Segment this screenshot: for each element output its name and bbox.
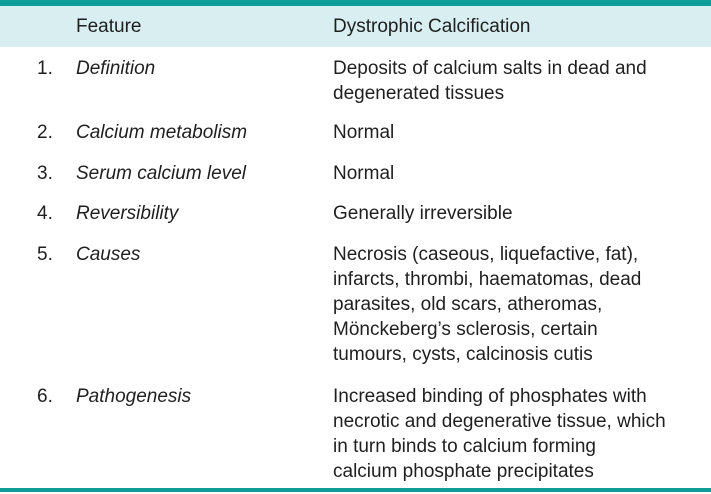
table-header bbox=[0, 6, 711, 47]
row-number: 6. bbox=[37, 386, 53, 407]
description-line: Normal bbox=[333, 122, 395, 143]
row-description bbox=[333, 242, 693, 367]
description-line: tumours, cysts, calcinosis cutis bbox=[333, 344, 593, 365]
row-description bbox=[333, 161, 693, 186]
description-line: Increased binding of phosphates with bbox=[333, 386, 647, 407]
row-description bbox=[333, 384, 693, 484]
row-number: 5. bbox=[37, 244, 53, 265]
description-line: Deposits of calcium salts in dead and bbox=[333, 58, 647, 79]
description-line: in turn binds to calcium forming bbox=[333, 436, 596, 457]
row-number: 1. bbox=[37, 58, 53, 79]
row-number: 3. bbox=[37, 163, 53, 184]
row-number: 4. bbox=[37, 203, 53, 224]
description-line: parasites, old scars, atheromas, bbox=[333, 294, 603, 315]
row-feature: Serum calcium level bbox=[76, 163, 246, 184]
description-line: degenerated tissues bbox=[333, 83, 505, 104]
header-dystrophic-calcification: Dystrophic Calcification bbox=[333, 16, 531, 37]
description-line: Necrosis (caseous, liquefactive, fat), bbox=[333, 244, 639, 265]
description-line: Normal bbox=[333, 163, 395, 184]
row-feature: Causes bbox=[76, 244, 141, 265]
description-line: calcium phosphate precipitates bbox=[333, 461, 594, 482]
row-feature: Calcium metabolism bbox=[76, 122, 248, 143]
description-line: infarcts, thrombi, haematomas, dead bbox=[333, 269, 642, 290]
row-description bbox=[333, 120, 693, 145]
description-line: necrotic and degenerative tissue, which bbox=[333, 411, 666, 432]
header-feature: Feature bbox=[76, 16, 142, 37]
bottom-rule bbox=[0, 488, 711, 492]
row-feature: Pathogenesis bbox=[76, 386, 192, 407]
description-line: Mönckeberg’s sclerosis, certain bbox=[333, 319, 598, 340]
row-description bbox=[333, 56, 693, 106]
row-feature: Definition bbox=[76, 58, 156, 79]
row-feature: Reversibility bbox=[76, 203, 179, 224]
row-description bbox=[333, 201, 693, 226]
row-number: 2. bbox=[37, 122, 53, 143]
description-line: Generally irreversible bbox=[333, 203, 513, 224]
